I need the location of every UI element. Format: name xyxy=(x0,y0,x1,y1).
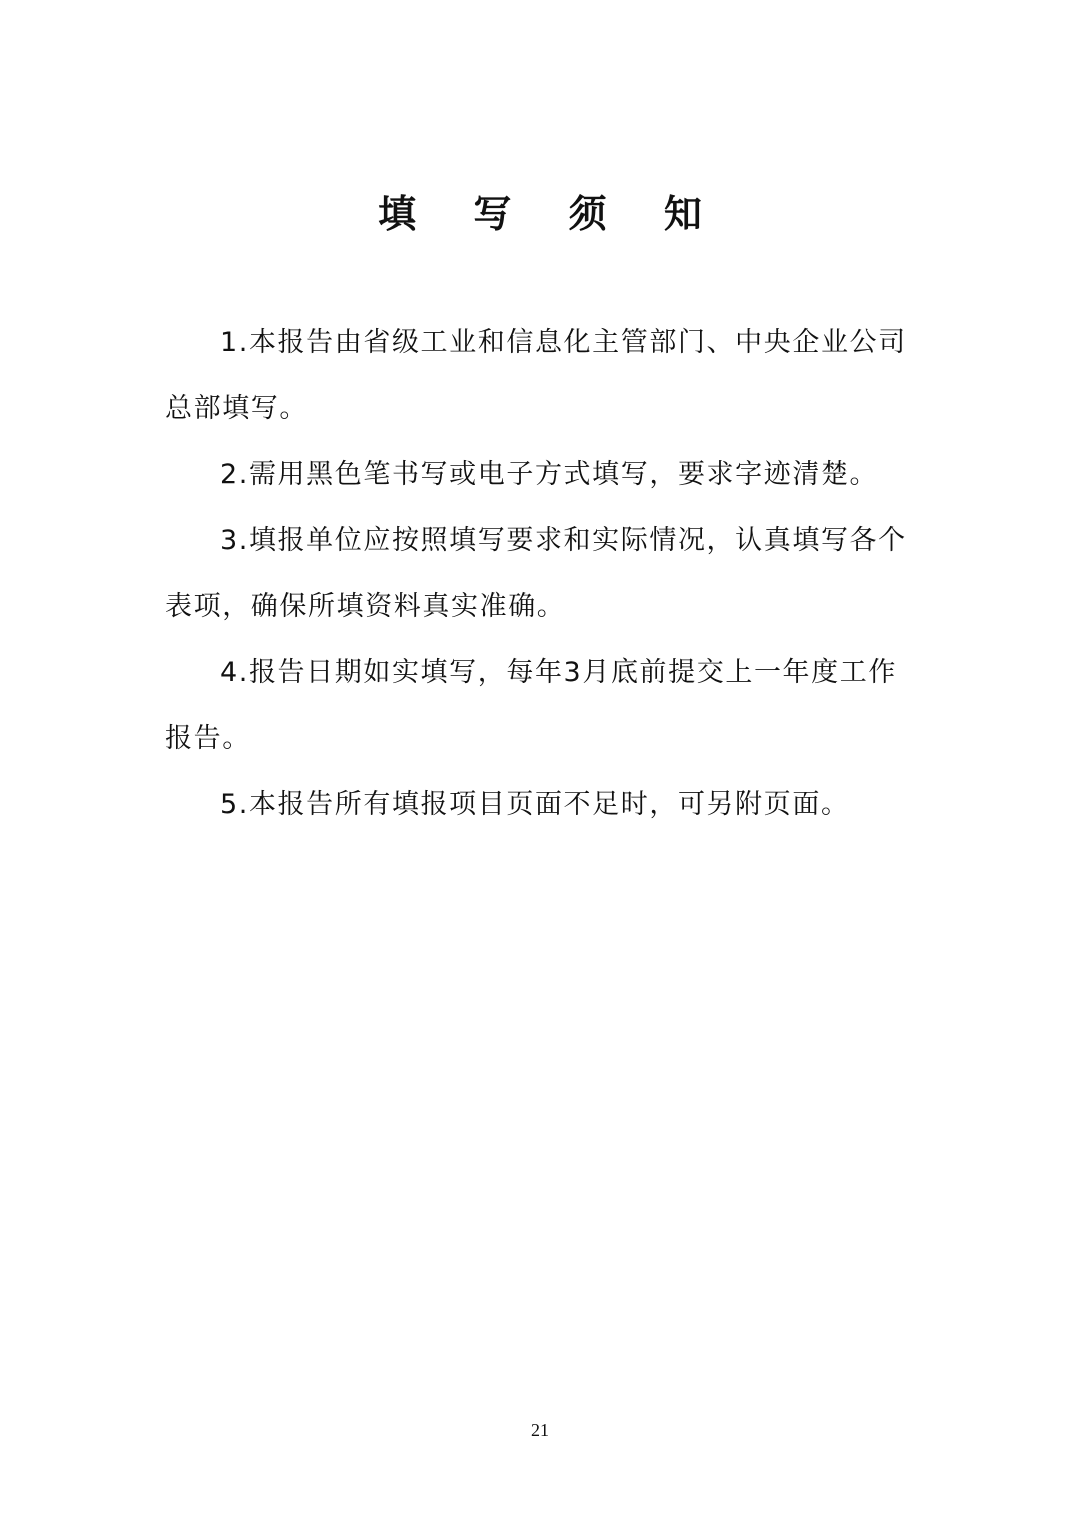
instruction-item-1: 1.本报告由省级工业和信息化主管部门、中央企业公司总部填写。 xyxy=(165,327,907,424)
instruction-item-5: 5.本报告所有填报项目页面不足时，可另附页面。 xyxy=(220,789,850,820)
instruction-item-2: 2.需用黑色笔书写或电子方式填写，要求字迹清楚。 xyxy=(220,459,879,490)
page-title: 填 写 须 知 xyxy=(378,192,724,236)
page-number: 21 xyxy=(531,1420,549,1440)
instruction-item-3: 3.填报单位应按照填写要求和实际情况，认真填写各个表项，确保所填资料真实准确。 xyxy=(165,525,907,622)
instruction-item-4: 4.报告日期如实填写，每年3月底前提交上一年度工作报告。 xyxy=(165,657,897,754)
